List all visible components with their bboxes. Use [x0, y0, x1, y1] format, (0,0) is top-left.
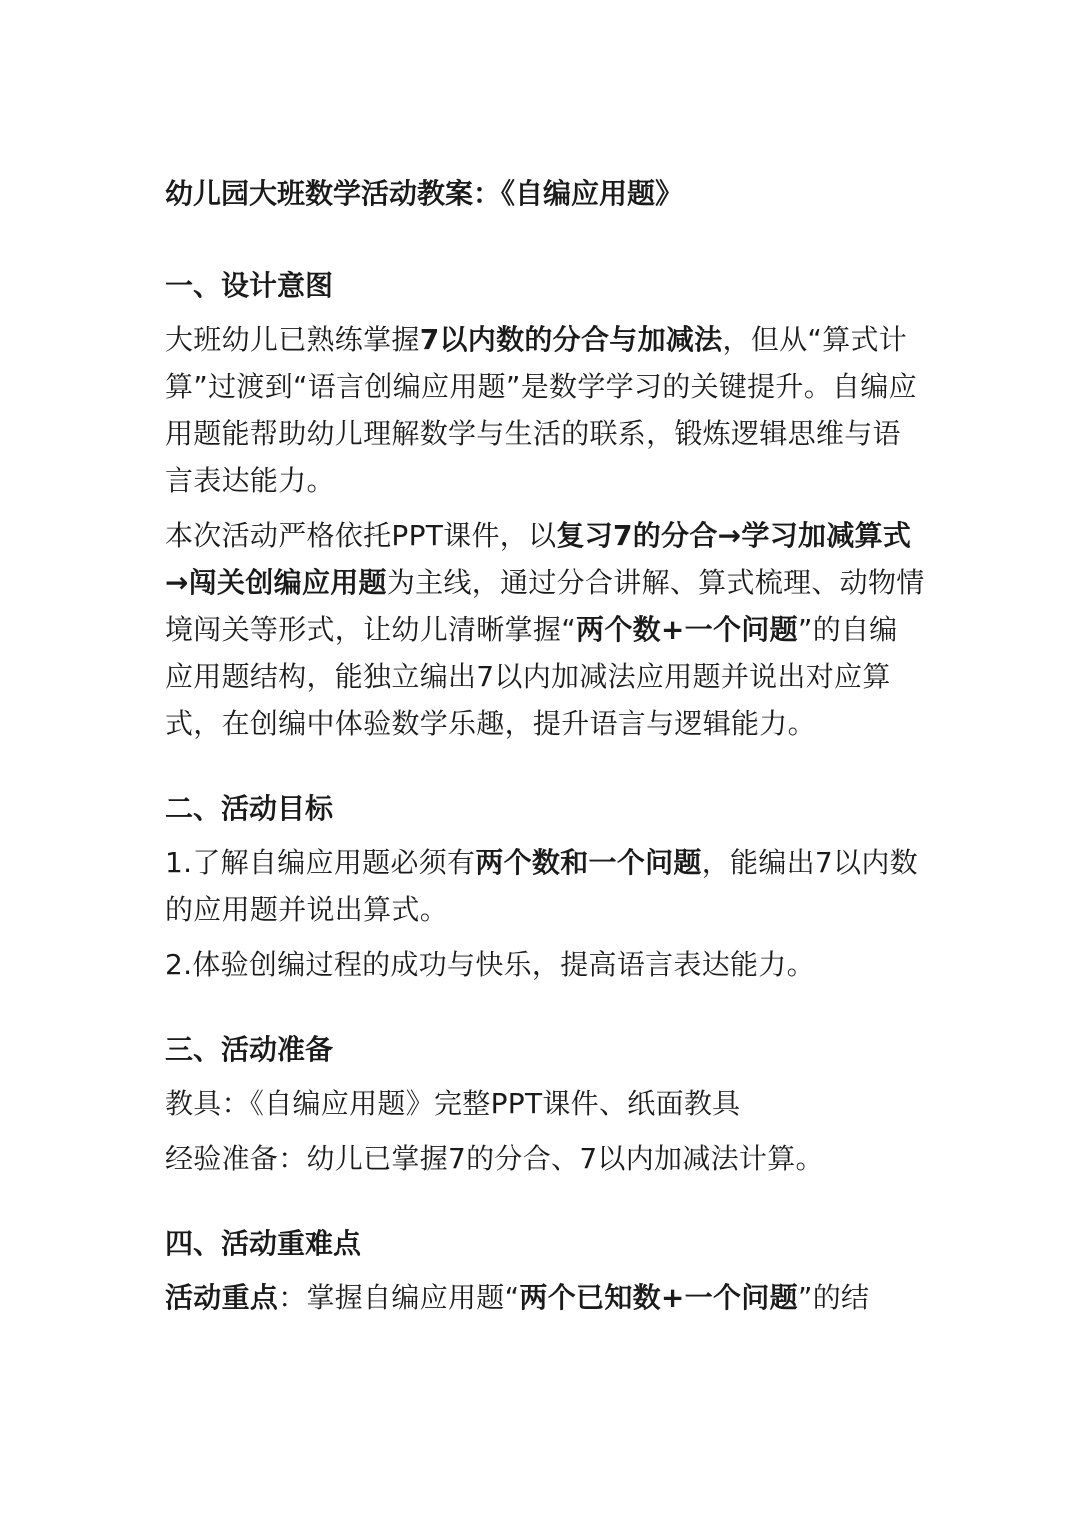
paragraph	[165, 1080, 925, 1127]
text-run: 本次活动严格依托PPT课件，以	[165, 519, 557, 552]
section-gap	[165, 1190, 925, 1218]
section-heading: 一、设计意图	[165, 269, 334, 302]
section-heading: 二、活动目标	[165, 792, 334, 825]
paragraph	[165, 1274, 925, 1321]
bold-text-run: 复习7的分合→学习加减算式→闯关创编应用题	[165, 519, 912, 599]
bold-text-run: 两个已知数+一个问题	[519, 1281, 798, 1314]
bold-text-run: 两个数和一个问题	[475, 846, 702, 879]
text-run: ：掌握自编应用题“	[278, 1281, 520, 1314]
paragraph	[165, 839, 925, 933]
bold-text-run: 7以内数的分合与加减法	[419, 323, 723, 356]
paragraph	[165, 1135, 925, 1182]
section-heading: 四、活动重难点	[165, 1227, 362, 1260]
document-page	[165, 168, 925, 1329]
text-run: 大班幼儿已熟练掌握	[165, 323, 420, 356]
paragraph	[165, 941, 925, 988]
section-gap	[165, 755, 925, 783]
text-run: ，能编出7以内数的应用题并说出算式。	[165, 846, 918, 926]
section-heading: 三、活动准备	[165, 1033, 334, 1066]
text-run: 经验准备：幼儿已掌握7的分合、7以内加减法计算。	[165, 1142, 824, 1175]
document-title: 幼儿园大班数学活动教案：《自编应用题》	[165, 177, 684, 210]
text-run: 为主线，通过分合讲解、算式梳理、动物情境闯关等形式，让幼儿清晰掌握“	[165, 566, 925, 646]
paragraph	[165, 316, 925, 504]
text-run: ”的自编应用题结构，能独立编出7以内加减法应用题并说出对应算式，在创编中体验数学乐趣，提升语言与逻辑能力。	[165, 613, 898, 740]
bold-text-run: 活动重点	[165, 1281, 279, 1314]
text-run: 1.了解自编应用题必须有	[165, 846, 476, 879]
text-run: ”的结	[797, 1281, 870, 1314]
text-run: 教具：《自编应用题》完整PPT课件、纸面教具	[165, 1087, 741, 1120]
section-gap	[165, 996, 925, 1024]
document-body	[165, 260, 925, 1321]
paragraph	[165, 512, 925, 747]
text-run: ，但从“算式计算”过渡到“语言创编应用题”是数学学习的关键提升。自编应用题能帮助幼儿理解数学与生活的联系，锻炼逻辑思维与语言表达能力。	[165, 323, 917, 497]
bold-text-run: 两个数+一个问题	[576, 613, 798, 646]
text-run: 2.体验创编过程的成功与快乐，提高语言表达能力。	[165, 948, 815, 981]
